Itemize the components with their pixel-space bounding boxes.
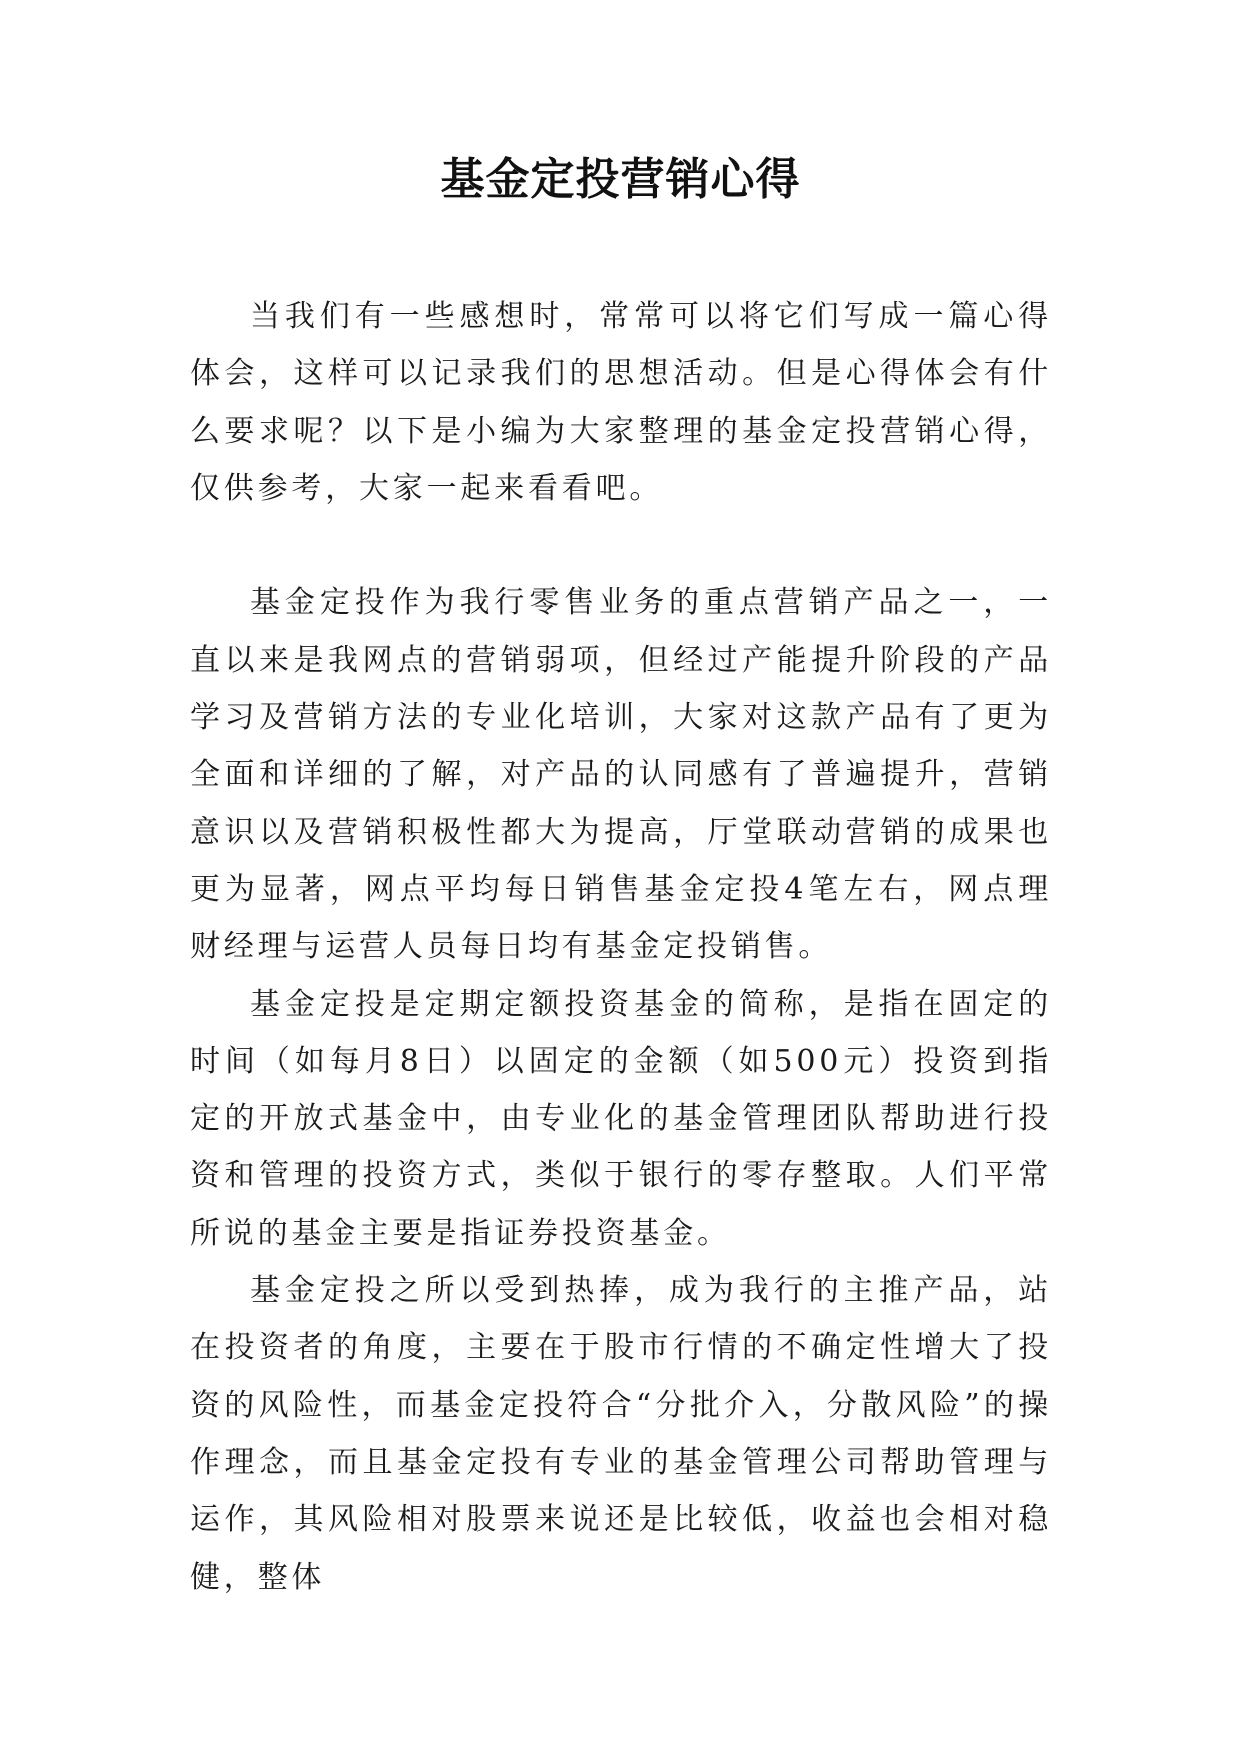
document-body — [190, 288, 1052, 1606]
body-paragraph: 基金定投之所以受到热捧，成为我行的主推产品，站在投资者的角度，主要在于股市行情的不确定性增大了投资的风险性，而基金定投符合“分批介入，分散风险”的操作理念，而且基金定投有专业的基金管理公司帮助管理与运作，其风险相对股票来说还是比较低，收益也会相对稳健，整体 — [190, 1273, 1052, 1595]
body-paragraph: 基金定投作为我行零售业务的重点营销产品之一，一直以来是我网点的营销弱项，但经过产能提升阶段的产品学习及营销方法的专业化培训，大家对这款产品有了更为全面和详细的了解，对产品的认同感有了普遍提升，营销意识以及营销积极性都大为提高，厅堂联动营销的成果也更为显著，网点平均每日销售基金定投4笔左右，网点理财经理与运营人员每日均有基金定投销售。 — [190, 585, 1052, 965]
page-title: 基金定投营销心得 — [440, 154, 801, 205]
intro-paragraph: 当我们有一些感想时，常常可以将它们写成一篇心得体会，这样可以记录我们的思想活动。但是心得体会有什么要求呢？以下是小编为大家整理的基金定投营销心得，仅供参考，大家一起来看看吧。 — [190, 299, 1052, 506]
body-paragraph: 基金定投是定期定额投资基金的简称，是指在固定的时间（如每月8日）以固定的金额（如500元）投资到指定的开放式基金中，由专业化的基金管理团队帮助进行投资和管理的投资方式，类似于银行的零存整取。人们平常所说的基金主要是指证券投资基金。 — [190, 986, 1052, 1251]
